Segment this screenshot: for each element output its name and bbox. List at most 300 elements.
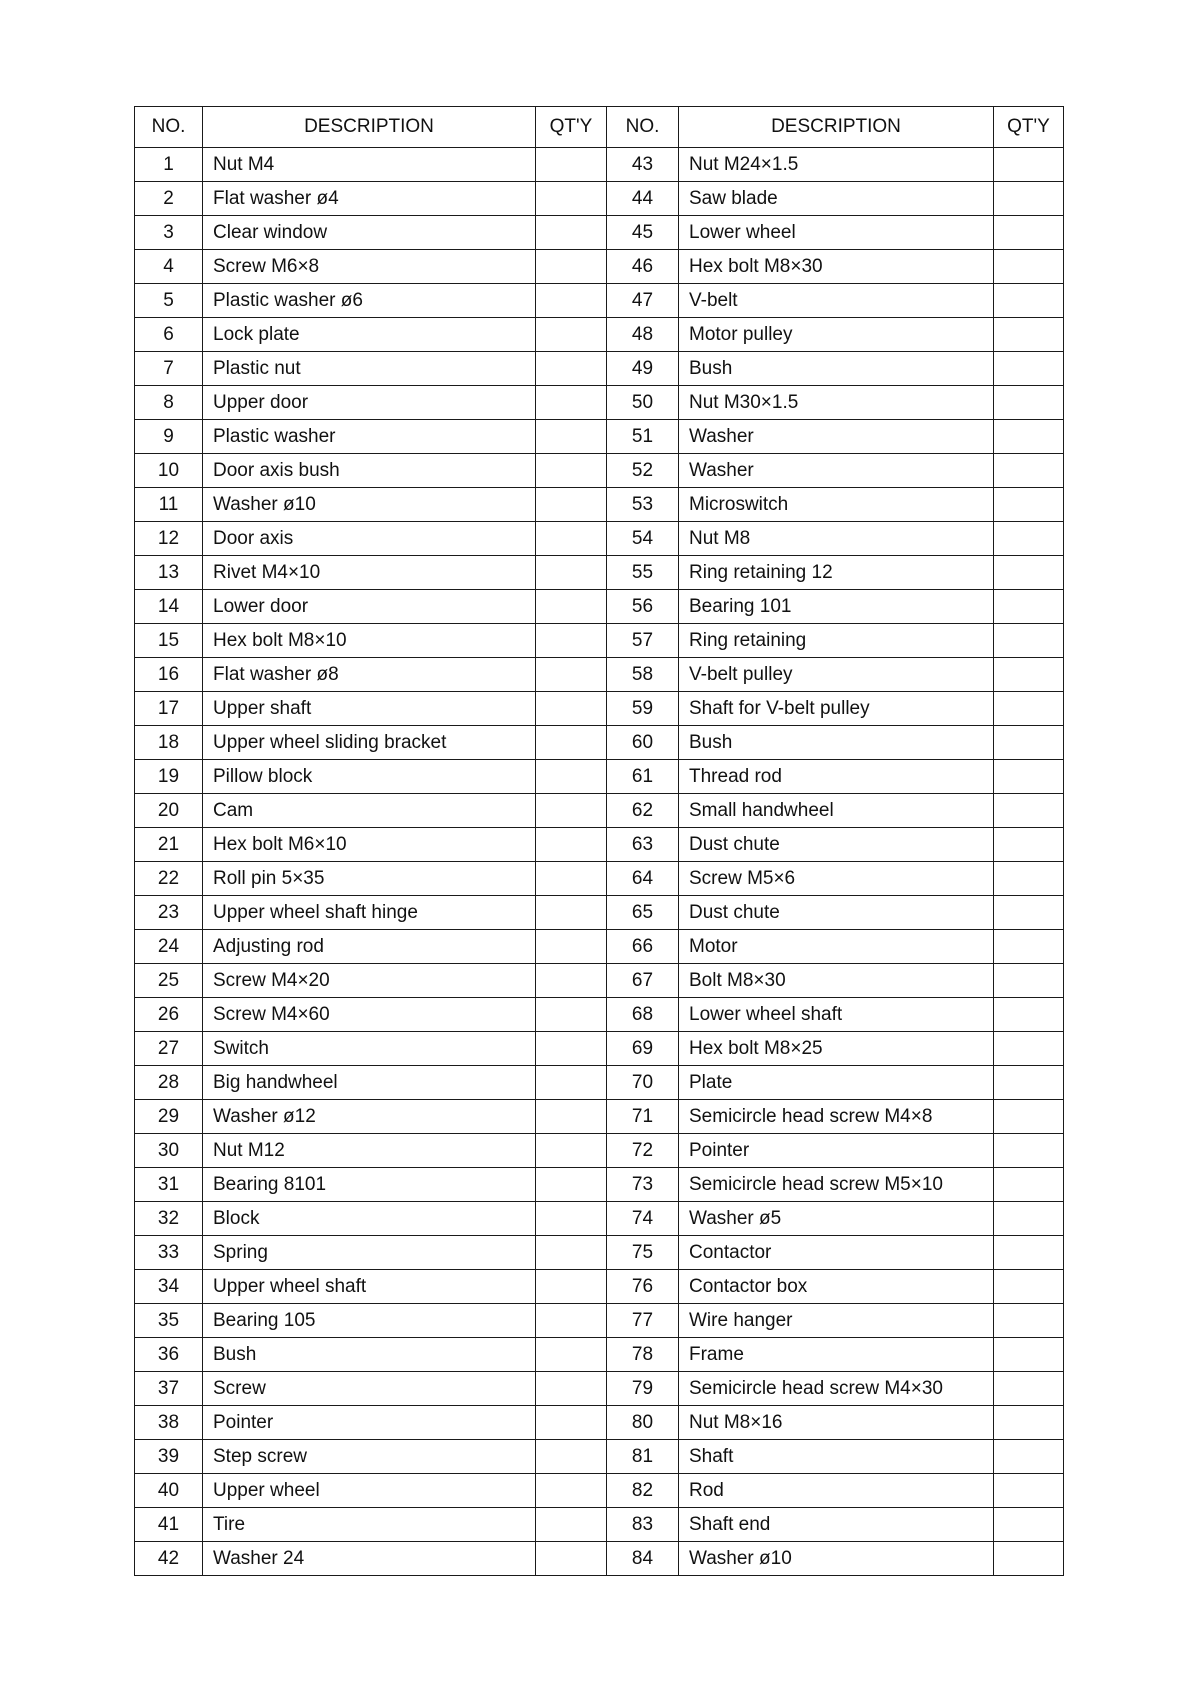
quantity-cell <box>536 352 607 386</box>
header-qty-left: QT'Y <box>536 107 607 148</box>
part-number-cell: 46 <box>607 250 679 284</box>
part-description-cell: Adjusting rod <box>203 930 536 964</box>
part-description-cell: Screw <box>203 1372 536 1406</box>
quantity-cell <box>536 1474 607 1508</box>
part-number-cell: 67 <box>607 964 679 998</box>
part-number-cell: 9 <box>135 420 203 454</box>
part-description-cell: Door axis bush <box>203 454 536 488</box>
quantity-cell <box>536 522 607 556</box>
table-row <box>135 726 1064 760</box>
part-description-cell: Washer <box>679 420 994 454</box>
part-number-cell: 68 <box>607 998 679 1032</box>
quantity-cell <box>994 1202 1064 1236</box>
part-number-cell: 6 <box>135 318 203 352</box>
part-number-cell: 71 <box>607 1100 679 1134</box>
header-qty-right: QT'Y <box>994 107 1064 148</box>
header-no-right: NO. <box>607 107 679 148</box>
part-description-cell: Dust chute <box>679 828 994 862</box>
part-description-cell: Door axis <box>203 522 536 556</box>
quantity-cell <box>536 148 607 182</box>
part-number-cell: 51 <box>607 420 679 454</box>
part-description-cell: Microswitch <box>679 488 994 522</box>
part-number-cell: 12 <box>135 522 203 556</box>
quantity-cell <box>536 182 607 216</box>
table-row <box>135 1202 1064 1236</box>
quantity-cell <box>994 624 1064 658</box>
part-description-cell: Plate <box>679 1066 994 1100</box>
quantity-cell <box>994 488 1064 522</box>
table-body <box>135 148 1064 1576</box>
table-row <box>135 488 1064 522</box>
part-description-cell: Spring <box>203 1236 536 1270</box>
part-description-cell: Upper wheel <box>203 1474 536 1508</box>
quantity-cell <box>536 862 607 896</box>
part-number-cell: 10 <box>135 454 203 488</box>
quantity-cell <box>994 1474 1064 1508</box>
part-description-cell: V-belt <box>679 284 994 318</box>
quantity-cell <box>994 1508 1064 1542</box>
part-number-cell: 74 <box>607 1202 679 1236</box>
part-description-cell: Pointer <box>679 1134 994 1168</box>
part-number-cell: 28 <box>135 1066 203 1100</box>
table-row <box>135 1440 1064 1474</box>
part-description-cell: Hex bolt M6×10 <box>203 828 536 862</box>
table-row <box>135 522 1064 556</box>
part-number-cell: 21 <box>135 828 203 862</box>
part-description-cell: Bearing 8101 <box>203 1168 536 1202</box>
part-number-cell: 82 <box>607 1474 679 1508</box>
part-description-cell: Nut M30×1.5 <box>679 386 994 420</box>
quantity-cell <box>536 1168 607 1202</box>
table-row <box>135 1304 1064 1338</box>
quantity-cell <box>536 692 607 726</box>
quantity-cell <box>994 1236 1064 1270</box>
part-number-cell: 38 <box>135 1406 203 1440</box>
part-description-cell: Ring retaining 12 <box>679 556 994 590</box>
quantity-cell <box>994 1338 1064 1372</box>
part-number-cell: 52 <box>607 454 679 488</box>
quantity-cell <box>994 182 1064 216</box>
part-number-cell: 8 <box>135 386 203 420</box>
quantity-cell <box>994 352 1064 386</box>
part-description-cell: Flat washer ø8 <box>203 658 536 692</box>
quantity-cell <box>994 896 1064 930</box>
quantity-cell <box>994 1270 1064 1304</box>
part-description-cell: Pillow block <box>203 760 536 794</box>
quantity-cell <box>536 386 607 420</box>
part-number-cell: 4 <box>135 250 203 284</box>
part-number-cell: 55 <box>607 556 679 590</box>
part-number-cell: 29 <box>135 1100 203 1134</box>
part-description-cell: Plastic nut <box>203 352 536 386</box>
part-number-cell: 43 <box>607 148 679 182</box>
part-number-cell: 64 <box>607 862 679 896</box>
part-description-cell: Nut M8×16 <box>679 1406 994 1440</box>
part-description-cell: Lower door <box>203 590 536 624</box>
quantity-cell <box>536 624 607 658</box>
header-no-left: NO. <box>135 107 203 148</box>
part-number-cell: 70 <box>607 1066 679 1100</box>
quantity-cell <box>994 760 1064 794</box>
quantity-cell <box>994 522 1064 556</box>
table-row <box>135 386 1064 420</box>
part-description-cell: Hex bolt M8×30 <box>679 250 994 284</box>
quantity-cell <box>994 1372 1064 1406</box>
quantity-cell <box>994 930 1064 964</box>
table-row <box>135 1032 1064 1066</box>
part-description-cell: Bush <box>679 726 994 760</box>
part-description-cell: Semicircle head screw M4×30 <box>679 1372 994 1406</box>
part-description-cell: Semicircle head screw M4×8 <box>679 1100 994 1134</box>
part-number-cell: 79 <box>607 1372 679 1406</box>
table-row <box>135 760 1064 794</box>
table-row <box>135 1100 1064 1134</box>
table-row <box>135 896 1064 930</box>
part-number-cell: 81 <box>607 1440 679 1474</box>
part-description-cell: Washer <box>679 454 994 488</box>
table-row <box>135 454 1064 488</box>
table-row <box>135 556 1064 590</box>
part-description-cell: Thread rod <box>679 760 994 794</box>
table-row <box>135 1372 1064 1406</box>
part-number-cell: 39 <box>135 1440 203 1474</box>
part-number-cell: 30 <box>135 1134 203 1168</box>
table-row <box>135 182 1064 216</box>
table-row <box>135 964 1064 998</box>
quantity-cell <box>536 556 607 590</box>
quantity-cell <box>536 1406 607 1440</box>
part-number-cell: 65 <box>607 896 679 930</box>
table-row <box>135 1066 1064 1100</box>
quantity-cell <box>994 318 1064 352</box>
part-number-cell: 84 <box>607 1542 679 1576</box>
quantity-cell <box>994 692 1064 726</box>
part-number-cell: 60 <box>607 726 679 760</box>
part-number-cell: 22 <box>135 862 203 896</box>
part-number-cell: 77 <box>607 1304 679 1338</box>
part-number-cell: 36 <box>135 1338 203 1372</box>
part-number-cell: 59 <box>607 692 679 726</box>
table-row <box>135 828 1064 862</box>
part-number-cell: 33 <box>135 1236 203 1270</box>
quantity-cell <box>536 216 607 250</box>
part-number-cell: 16 <box>135 658 203 692</box>
part-number-cell: 53 <box>607 488 679 522</box>
quantity-cell <box>536 1304 607 1338</box>
part-description-cell: Cam <box>203 794 536 828</box>
quantity-cell <box>536 760 607 794</box>
part-number-cell: 66 <box>607 930 679 964</box>
table-row <box>135 862 1064 896</box>
part-number-cell: 23 <box>135 896 203 930</box>
part-number-cell: 27 <box>135 1032 203 1066</box>
part-description-cell: Big handwheel <box>203 1066 536 1100</box>
part-description-cell: Nut M24×1.5 <box>679 148 994 182</box>
table-row <box>135 352 1064 386</box>
part-number-cell: 49 <box>607 352 679 386</box>
quantity-cell <box>994 658 1064 692</box>
quantity-cell <box>536 828 607 862</box>
part-number-cell: 3 <box>135 216 203 250</box>
table-row <box>135 998 1064 1032</box>
table-header <box>135 107 1064 148</box>
part-number-cell: 58 <box>607 658 679 692</box>
part-description-cell: Tire <box>203 1508 536 1542</box>
table-row <box>135 1406 1064 1440</box>
part-description-cell: Ring retaining <box>679 624 994 658</box>
table-row <box>135 420 1064 454</box>
part-number-cell: 50 <box>607 386 679 420</box>
part-number-cell: 26 <box>135 998 203 1032</box>
part-description-cell: Screw M4×60 <box>203 998 536 1032</box>
quantity-cell <box>536 896 607 930</box>
quantity-cell <box>994 284 1064 318</box>
quantity-cell <box>994 1304 1064 1338</box>
part-number-cell: 31 <box>135 1168 203 1202</box>
part-number-cell: 35 <box>135 1304 203 1338</box>
part-number-cell: 7 <box>135 352 203 386</box>
part-number-cell: 76 <box>607 1270 679 1304</box>
part-description-cell: Washer ø10 <box>679 1542 994 1576</box>
part-number-cell: 83 <box>607 1508 679 1542</box>
header-description-left: DESCRIPTION <box>203 107 536 148</box>
part-description-cell: Screw M4×20 <box>203 964 536 998</box>
quantity-cell <box>994 1542 1064 1576</box>
quantity-cell <box>536 1508 607 1542</box>
part-number-cell: 56 <box>607 590 679 624</box>
quantity-cell <box>536 1066 607 1100</box>
part-description-cell: Washer ø5 <box>679 1202 994 1236</box>
part-description-cell: Upper shaft <box>203 692 536 726</box>
quantity-cell <box>994 998 1064 1032</box>
quantity-cell <box>994 250 1064 284</box>
table-row <box>135 284 1064 318</box>
quantity-cell <box>536 964 607 998</box>
part-description-cell: Saw blade <box>679 182 994 216</box>
part-description-cell: Dust chute <box>679 896 994 930</box>
table-row <box>135 1236 1064 1270</box>
part-number-cell: 18 <box>135 726 203 760</box>
quantity-cell <box>994 964 1064 998</box>
header-description-right: DESCRIPTION <box>679 107 994 148</box>
part-description-cell: Roll pin 5×35 <box>203 862 536 896</box>
quantity-cell <box>536 454 607 488</box>
part-number-cell: 62 <box>607 794 679 828</box>
part-description-cell: Washer ø10 <box>203 488 536 522</box>
quantity-cell <box>994 726 1064 760</box>
part-description-cell: Bearing 101 <box>679 590 994 624</box>
part-description-cell: Shaft for V-belt pulley <box>679 692 994 726</box>
part-number-cell: 37 <box>135 1372 203 1406</box>
part-number-cell: 2 <box>135 182 203 216</box>
quantity-cell <box>536 726 607 760</box>
part-description-cell: Bush <box>679 352 994 386</box>
quantity-cell <box>994 1134 1064 1168</box>
quantity-cell <box>536 1100 607 1134</box>
table-row <box>135 148 1064 182</box>
part-number-cell: 63 <box>607 828 679 862</box>
part-description-cell: Plastic washer <box>203 420 536 454</box>
quantity-cell <box>994 794 1064 828</box>
table-row <box>135 624 1064 658</box>
quantity-cell <box>536 794 607 828</box>
part-number-cell: 24 <box>135 930 203 964</box>
part-number-cell: 5 <box>135 284 203 318</box>
part-description-cell: Plastic washer ø6 <box>203 284 536 318</box>
table-row <box>135 216 1064 250</box>
quantity-cell <box>536 998 607 1032</box>
part-description-cell: Step screw <box>203 1440 536 1474</box>
quantity-cell <box>536 488 607 522</box>
quantity-cell <box>994 420 1064 454</box>
table-row <box>135 250 1064 284</box>
part-description-cell: Rivet M4×10 <box>203 556 536 590</box>
table-row <box>135 1270 1064 1304</box>
part-description-cell: Upper wheel sliding bracket <box>203 726 536 760</box>
part-number-cell: 13 <box>135 556 203 590</box>
table-row <box>135 590 1064 624</box>
quantity-cell <box>994 148 1064 182</box>
table-row <box>135 1168 1064 1202</box>
part-description-cell: Lower wheel shaft <box>679 998 994 1032</box>
part-number-cell: 1 <box>135 148 203 182</box>
part-description-cell: Screw M5×6 <box>679 862 994 896</box>
quantity-cell <box>994 590 1064 624</box>
part-description-cell: Upper door <box>203 386 536 420</box>
quantity-cell <box>536 1202 607 1236</box>
quantity-cell <box>536 1236 607 1270</box>
quantity-cell <box>994 216 1064 250</box>
part-number-cell: 25 <box>135 964 203 998</box>
quantity-cell <box>994 1032 1064 1066</box>
quantity-cell <box>536 930 607 964</box>
part-number-cell: 78 <box>607 1338 679 1372</box>
quantity-cell <box>994 556 1064 590</box>
part-description-cell: Hex bolt M8×10 <box>203 624 536 658</box>
part-description-cell: Pointer <box>203 1406 536 1440</box>
quantity-cell <box>536 1338 607 1372</box>
part-description-cell: Nut M8 <box>679 522 994 556</box>
table-row <box>135 318 1064 352</box>
parts-list-table <box>134 106 1064 1576</box>
part-number-cell: 72 <box>607 1134 679 1168</box>
part-number-cell: 42 <box>135 1542 203 1576</box>
quantity-cell <box>994 862 1064 896</box>
table-row <box>135 692 1064 726</box>
part-description-cell: Contactor box <box>679 1270 994 1304</box>
part-number-cell: 17 <box>135 692 203 726</box>
part-description-cell: Contactor <box>679 1236 994 1270</box>
quantity-cell <box>994 386 1064 420</box>
part-description-cell: Screw M6×8 <box>203 250 536 284</box>
table-row <box>135 658 1064 692</box>
part-number-cell: 19 <box>135 760 203 794</box>
table-row <box>135 1338 1064 1372</box>
part-description-cell: V-belt pulley <box>679 658 994 692</box>
quantity-cell <box>536 250 607 284</box>
part-number-cell: 44 <box>607 182 679 216</box>
part-description-cell: Hex bolt M8×25 <box>679 1032 994 1066</box>
part-number-cell: 40 <box>135 1474 203 1508</box>
part-number-cell: 34 <box>135 1270 203 1304</box>
part-description-cell: Rod <box>679 1474 994 1508</box>
part-description-cell: Flat washer ø4 <box>203 182 536 216</box>
part-number-cell: 32 <box>135 1202 203 1236</box>
part-description-cell: Bolt M8×30 <box>679 964 994 998</box>
part-number-cell: 48 <box>607 318 679 352</box>
part-number-cell: 47 <box>607 284 679 318</box>
part-number-cell: 41 <box>135 1508 203 1542</box>
quantity-cell <box>536 284 607 318</box>
quantity-cell <box>536 590 607 624</box>
table-row <box>135 1134 1064 1168</box>
quantity-cell <box>994 1100 1064 1134</box>
quantity-cell <box>536 1542 607 1576</box>
part-number-cell: 54 <box>607 522 679 556</box>
part-description-cell: Washer 24 <box>203 1542 536 1576</box>
part-description-cell: Motor <box>679 930 994 964</box>
part-description-cell: Switch <box>203 1032 536 1066</box>
table-row <box>135 1542 1064 1576</box>
quantity-cell <box>536 420 607 454</box>
header-row <box>135 107 1064 148</box>
part-description-cell: Semicircle head screw M5×10 <box>679 1168 994 1202</box>
part-description-cell: Lower wheel <box>679 216 994 250</box>
quantity-cell <box>536 1372 607 1406</box>
part-description-cell: Block <box>203 1202 536 1236</box>
part-description-cell: Motor pulley <box>679 318 994 352</box>
part-description-cell: Clear window <box>203 216 536 250</box>
part-description-cell: Lock plate <box>203 318 536 352</box>
quantity-cell <box>994 828 1064 862</box>
part-number-cell: 57 <box>607 624 679 658</box>
part-number-cell: 15 <box>135 624 203 658</box>
part-description-cell: Small handwheel <box>679 794 994 828</box>
table-row <box>135 794 1064 828</box>
part-number-cell: 14 <box>135 590 203 624</box>
quantity-cell <box>536 1134 607 1168</box>
quantity-cell <box>994 1168 1064 1202</box>
part-description-cell: Shaft <box>679 1440 994 1474</box>
part-description-cell: Wire hanger <box>679 1304 994 1338</box>
part-description-cell: Frame <box>679 1338 994 1372</box>
quantity-cell <box>994 1406 1064 1440</box>
quantity-cell <box>536 1032 607 1066</box>
part-number-cell: 69 <box>607 1032 679 1066</box>
quantity-cell <box>994 1066 1064 1100</box>
part-number-cell: 45 <box>607 216 679 250</box>
table-row <box>135 930 1064 964</box>
quantity-cell <box>536 1270 607 1304</box>
quantity-cell <box>536 658 607 692</box>
quantity-cell <box>536 318 607 352</box>
part-number-cell: 61 <box>607 760 679 794</box>
part-number-cell: 11 <box>135 488 203 522</box>
part-number-cell: 80 <box>607 1406 679 1440</box>
part-number-cell: 20 <box>135 794 203 828</box>
quantity-cell <box>994 1440 1064 1474</box>
part-description-cell: Washer ø12 <box>203 1100 536 1134</box>
part-description-cell: Upper wheel shaft <box>203 1270 536 1304</box>
part-description-cell: Nut M12 <box>203 1134 536 1168</box>
quantity-cell <box>994 454 1064 488</box>
part-description-cell: Nut M4 <box>203 148 536 182</box>
quantity-cell <box>536 1440 607 1474</box>
part-description-cell: Upper wheel shaft hinge <box>203 896 536 930</box>
table-row <box>135 1474 1064 1508</box>
part-number-cell: 73 <box>607 1168 679 1202</box>
part-description-cell: Shaft end <box>679 1508 994 1542</box>
